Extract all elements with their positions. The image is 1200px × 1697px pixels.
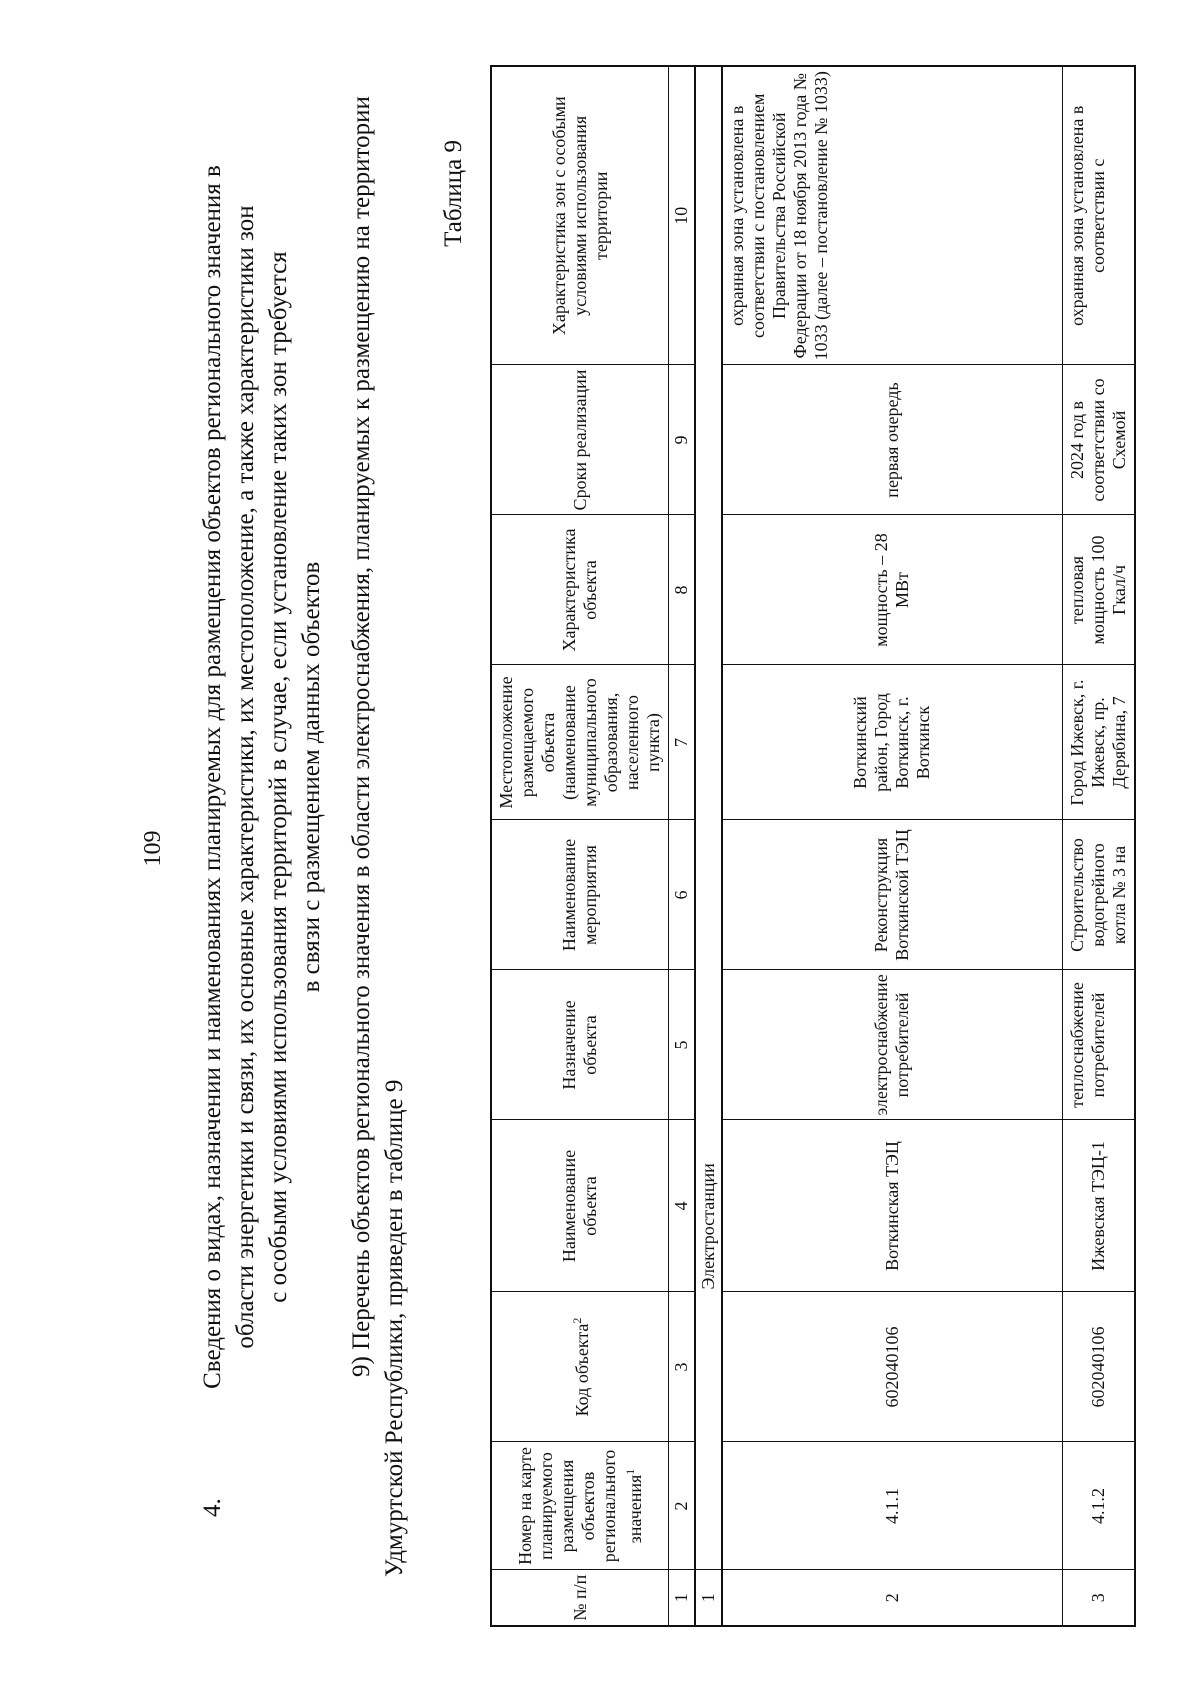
index-cell: 2 — [669, 1442, 696, 1570]
column-index-row — [669, 66, 696, 1626]
table-header-row — [491, 66, 669, 1626]
header-cell: Наименование мероприятия — [491, 820, 669, 970]
row-number: 3 — [1062, 1570, 1135, 1626]
zone-characteristic: охранная зона установлена в соответствии с — [1062, 66, 1135, 365]
section-number: 4. — [199, 1498, 226, 1517]
section-heading-text — [196, 97, 328, 1457]
object-characteristic: мощность – 28 МВт — [722, 515, 1062, 665]
section-heading-line: с особыми условиями использования территорий в случае, если установление таких зон требуется — [265, 251, 292, 1303]
index-cell: 1 — [669, 1570, 696, 1626]
index-cell: 5 — [669, 970, 696, 1120]
index-cell: 10 — [669, 66, 696, 365]
index-cell: 3 — [669, 1292, 696, 1442]
object-name: Воткинская ТЭЦ — [722, 1120, 1062, 1292]
header-cell: Местоположение размещаемого объекта (наименование муниципального образования, населенного пункта) — [491, 665, 669, 820]
section-heading — [196, 97, 328, 1517]
intro-line: 9) Перечень объектов регионального значения в области электроснабжения, планируемых к размещению на территории — [348, 96, 375, 1377]
header-cell: Номер на карте планируемого размещения объектов регионального значения$^1$ — [491, 1442, 669, 1570]
implementation-term: первая очередь — [722, 365, 1062, 515]
header-cell: Сроки реализации — [491, 365, 669, 515]
table-row — [1062, 66, 1135, 1626]
header-cell: Характеристика зон с особыми условиями использования территории — [491, 66, 669, 365]
object-characteristic: тепловая мощность 100 Гкал/ч — [1062, 515, 1135, 665]
header-cell: № п/п — [491, 1570, 669, 1626]
object-code: 602040106 — [722, 1292, 1062, 1442]
intro-paragraph — [345, 67, 411, 1577]
row-number: 2 — [722, 1570, 1062, 1626]
index-cell: 4 — [669, 1120, 696, 1292]
map-number: 4.1.2 — [1062, 1442, 1135, 1570]
object-code: 602040106 — [1062, 1292, 1135, 1442]
implementation-term: 2024 год в соответствии со Схемой — [1062, 365, 1135, 515]
index-cell: 8 — [669, 515, 696, 665]
section-heading-line: Сведения о видах, назначении и наименованиях планируемых для размещения объектов регионального значения в — [199, 165, 226, 1389]
group-number: 1 — [695, 1570, 722, 1626]
object-purpose: электроснабжение потребителей — [722, 970, 1062, 1120]
footnote-mark: 1 — [622, 1468, 637, 1475]
index-cell: 7 — [669, 665, 696, 820]
table-row — [722, 66, 1062, 1626]
action-name: Реконструкция Воткинской ТЭЦ — [722, 820, 1062, 970]
footnote-mark: 2 — [570, 1317, 584, 1324]
object-name: Ижевская ТЭЦ-1 — [1062, 1120, 1135, 1292]
object-location: Воткинский район, Город Воткинск, г. Воткинск — [722, 665, 1062, 820]
section-heading-line: области энергетики и связи, их основные характеристики, их местоположение, а также характеристики зон — [232, 205, 259, 1349]
header-cell: Характеристика объекта — [491, 515, 669, 665]
action-name: Строительство водогрейного котла № 3 на — [1062, 820, 1135, 970]
map-number: 4.1.1 — [722, 1442, 1062, 1570]
objects-table — [490, 65, 1136, 1627]
index-cell: 6 — [669, 820, 696, 970]
index-cell: 9 — [669, 365, 696, 515]
group-row — [695, 66, 722, 1626]
header-cell: Назначение объекта — [491, 970, 669, 1120]
group-label: Электростанции — [695, 66, 722, 1570]
object-purpose: теплоснабжение потребителей — [1062, 970, 1135, 1120]
section-heading-line: в связи с размещением данных объектов — [298, 561, 325, 993]
page-number: 109 — [140, 830, 166, 867]
zone-characteristic: охранная зона установлена в соответствии с постановлением Правительства Российской Федерации от 18 ноября 2013 года № 1033 (далее – постановление № 1033) — [722, 66, 1062, 365]
header-cell: Код объекта$^2$ — [491, 1292, 669, 1442]
table-caption: Таблица 9 — [440, 140, 467, 247]
intro-line: Удмуртской Республики, приведен в таблице 9 — [381, 1079, 408, 1577]
header-cell: Наименование объекта — [491, 1120, 669, 1292]
object-location: Город Ижевск, г. Ижевск, пр. Дерябина, 7 — [1062, 665, 1135, 820]
